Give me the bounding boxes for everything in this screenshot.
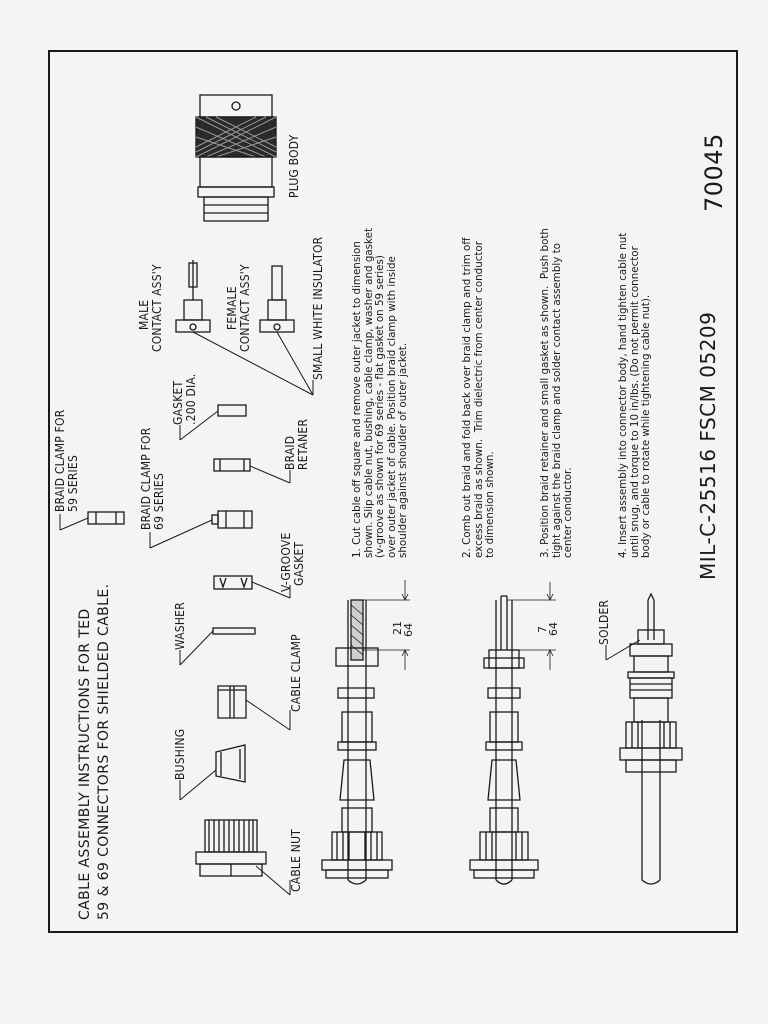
cable-clamp-part — [218, 686, 246, 718]
braid-clamp-69-part — [212, 511, 252, 528]
female-contact-part — [260, 266, 294, 332]
label-plug-body: PLUG BODY — [287, 134, 301, 198]
label-small-insulator: SMALL WHITE INSULATOR — [311, 236, 325, 380]
label-male-contact-2: CONTACT ASS'Y — [150, 264, 164, 352]
male-contact-part — [176, 260, 210, 332]
v-groove-gasket-part — [214, 576, 252, 589]
part-number: 70045 — [700, 133, 728, 212]
title-line-2: 59 & 69 CONNECTORS FOR SHIELDED CABLE. — [96, 583, 112, 920]
label-braid-retainer-2: RETANER — [296, 418, 310, 470]
gasket-part — [218, 405, 246, 416]
label-gasket-2: .200 DIA. — [184, 373, 198, 425]
label-female-contact-2: CONTACT ASS'Y — [238, 264, 252, 352]
label-gasket-1: GASKET — [171, 380, 185, 425]
label-solder: SOLDER — [597, 599, 611, 645]
instruction-step-3: 3. Position braid retainer and small gasket as shown. Push both tight against the braid clamp and solder contact assembly to center conductor. — [539, 228, 575, 558]
instruction-step-4: 4. Insert assembly into connector body, hand tighten cable nut until snug, and torque to 10 in/lbs. (Do not permit connector body or cable to rotate while tightening cable nut). — [617, 232, 653, 558]
label-bushing: BUSHING — [173, 728, 187, 780]
dim-2-denominator: 64 — [547, 622, 560, 636]
label-male-contact-1: MALE — [137, 299, 151, 330]
braid-clamp-59-part — [88, 512, 124, 524]
assembly-final — [606, 594, 682, 884]
label-braid-retainer-1: BRAID — [283, 435, 297, 470]
label-cable-clamp: CABLE CLAMP — [289, 634, 303, 712]
instruction-step-2: 2. Comb out braid and fold back over braid clamp and trim off excess braid as shown. Trim dielectric from center conductor to dimension shown. — [461, 237, 497, 558]
cable-nut-part — [196, 820, 266, 876]
label-braid-clamp-69-1: BRAID CLAMP FOR — [139, 427, 153, 530]
label-v-groove-2: GASKET — [292, 541, 306, 586]
label-female-contact-1: FEMALE — [225, 286, 239, 330]
spec-number: MIL-C-25516 FSCM 05209 — [696, 311, 720, 580]
instruction-step-1: 1. Cut cable off square and remove outer jacket to dimension shown. Slip cable nut, bushing, cable clamp, washer and gasket (v-groove as shown for 69 series - flat gasket on 59 series) over outer jacket of cable. Position braid clamp with inside shoulder against shoulder of outer jacket. — [351, 228, 410, 558]
title-line-1: CABLE ASSEMBLY INSTRUCTIONS FOR TED — [77, 608, 93, 920]
braid-retainer-part — [214, 459, 250, 471]
washer-part — [213, 628, 255, 634]
label-washer: WASHER — [173, 602, 187, 650]
label-braid-clamp-59-1: BRAID CLAMP FOR — [53, 409, 67, 512]
plug-body-part — [196, 95, 276, 221]
label-cable-nut: CABLE NUT — [289, 829, 303, 892]
dim-1-denominator: 64 — [402, 623, 415, 637]
dim-1-numerator: 21 — [391, 621, 404, 635]
label-v-groove-1: V-GROOVE — [279, 532, 293, 592]
label-braid-clamp-69-2: 69 SERIES — [152, 473, 166, 530]
dim-2-numerator: 7 — [536, 626, 549, 633]
bushing-part — [216, 745, 245, 782]
label-braid-clamp-59-2: 59 SERIES — [66, 455, 80, 512]
